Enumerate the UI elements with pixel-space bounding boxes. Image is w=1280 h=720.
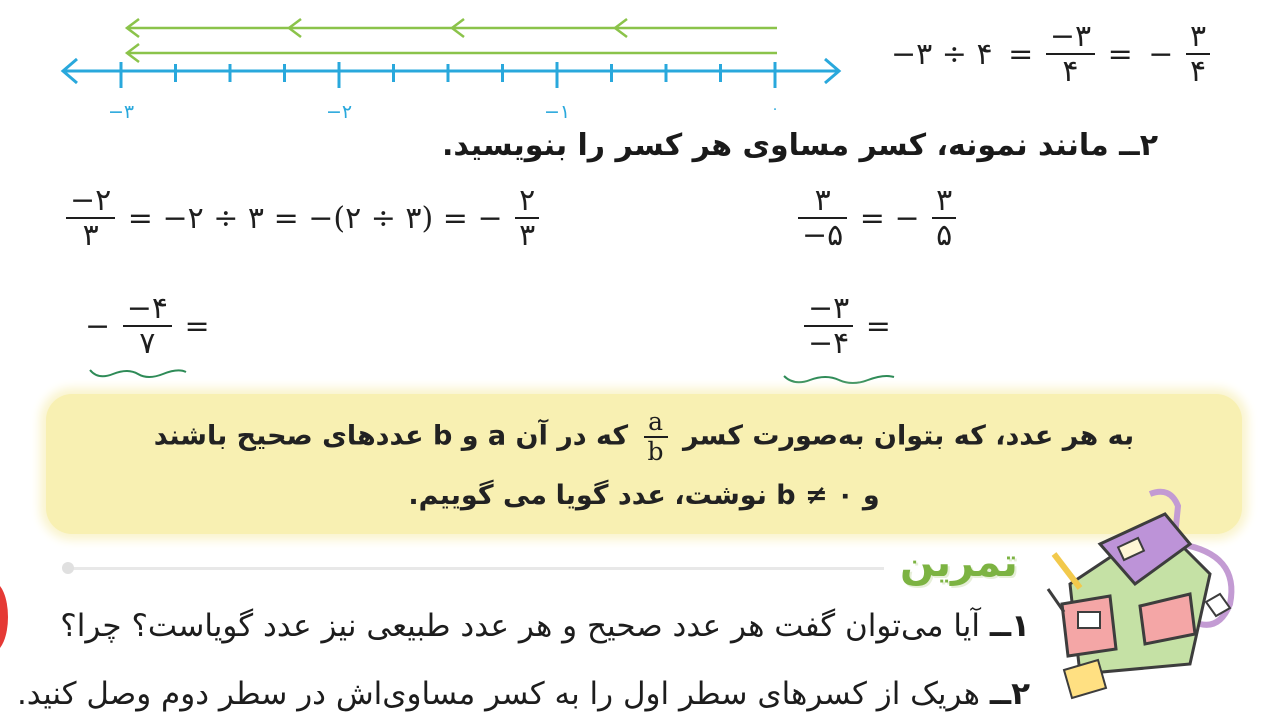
example-right-1: $\frac{۳}{-۵}$ = − $\frac{۳}{۵}$ [798,184,956,254]
handwritten-underline-left [88,364,188,382]
tick-label-neg2: −۲ [325,101,353,123]
green-arrows [127,19,777,62]
question-2-text: مانند نمونه، کسر مساوی هر کسر را بنویسید. [442,128,1109,163]
exercise-item-2 [17,676,1030,712]
exercise-item-1 [60,608,1030,644]
equation-top-lhs: −۳ ÷ ۴ [891,37,993,73]
tick-label-neg1: −۱ [543,101,571,123]
exercise-1-text: آیا می‌توان گفت هر عدد صحیح و هر عدد طبیعی نیز عدد گویاست؟ چرا؟ [60,608,981,644]
rational-number-term: عدد گویا [555,480,666,511]
handwritten-underline-right [782,370,896,388]
divider-dot [62,562,74,574]
definition-fraction: $\frac{a}{b}$ [644,408,668,466]
section-divider [64,567,884,570]
definition-line-1: به هر عدد، که بتوان به‌صورت کسر $\frac{a}{b}$ که در آن a و b عددهای صحیح باشند [153,407,1135,466]
page-edge-marker [0,582,8,652]
backpack-illustration [1040,484,1240,700]
tick-label-zero: ۰ [771,101,779,117]
exercise-1-number: ۱ــ [989,608,1030,644]
number-line [55,12,855,127]
example-left-1: $\frac{-۲}{۳}$ = −۲ ÷ ۳ = −(۲ ÷ ۳) = − $\frac{۲}{۳}$ [66,184,539,254]
equation-top: −۳ ÷ ۴ = $\frac{-۳}{۴}$ = − $\frac{۳}{۴}$ [888,20,1210,90]
definition-line-2: و ۰ ≠ b نوشت، عدد گویا می گوییم. [408,480,880,511]
exercise-title: تمرین [900,540,1018,586]
exercise-2-text: هریک از کسرهای سطر اول را به کسر مساوی‌اش در سطر دوم وصل کنید. [16,676,981,712]
tick-label-neg3: −۳ [107,101,135,123]
example-right-2: $\frac{-۳}{-۴}$ = [804,292,894,362]
example-left-2: − $\frac{-۴}{۷}$ = [85,291,210,361]
equation-top-fraction-2: $\frac{۳}{۴}$ [1186,20,1210,90]
question-2-heading [442,128,1158,163]
exercise-2-number: ۲ــ [989,676,1030,712]
equation-top-fraction-1: $\frac{-۳}{۴}$ [1046,20,1095,90]
question-2-number: ۲ــ [1119,128,1158,163]
